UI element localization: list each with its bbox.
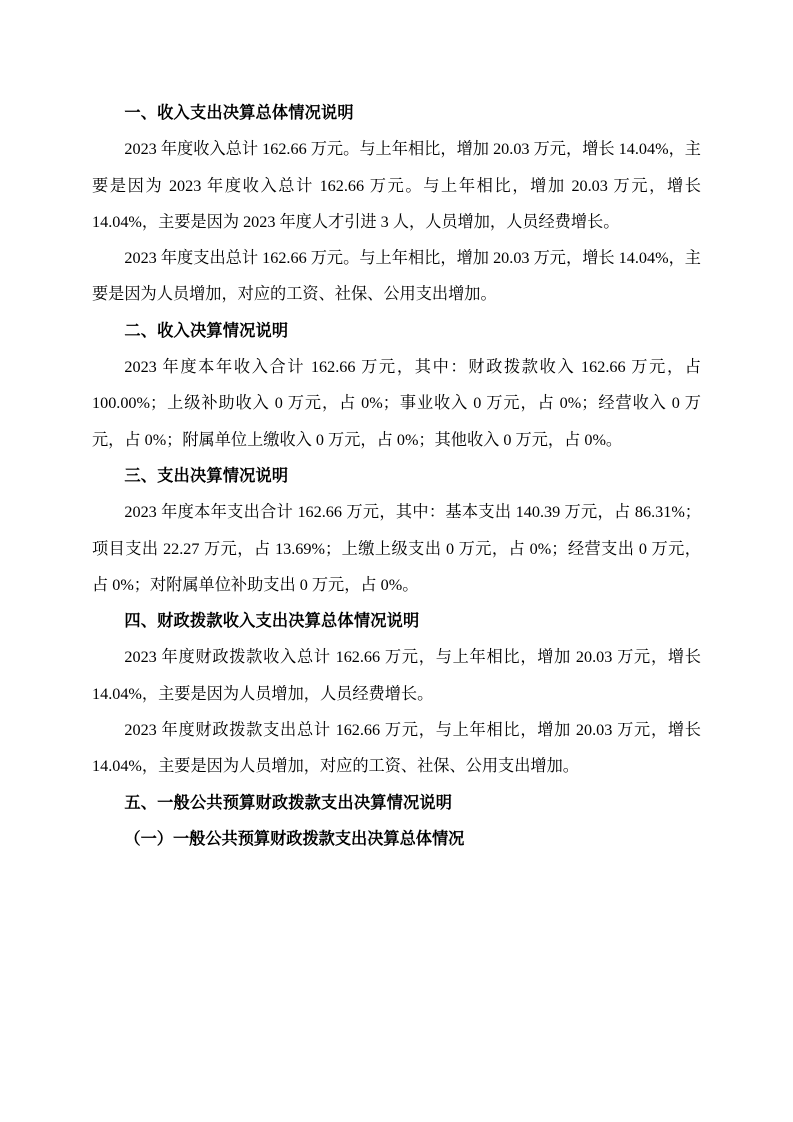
subsection-heading-5-1: （一）一般公共预算财政拨款支出决算总体情况 <box>124 829 465 848</box>
section-heading-1: 一、收入支出决算总体情况说明 <box>124 104 354 122</box>
paragraph-6: 2023 年度财政拨款支出总计 162.66 万元，与上年相比，增加 20.03 万元，增长 14.04%，主要是因为人员增加，对应的工资、社保、公用支出增加。 <box>92 721 701 776</box>
section-heading-3: 三、支出决算情况说明 <box>124 466 289 485</box>
paragraph-1: 2023 年度收入总计 162.66 万元。与上年相比，增加 20.03 万元，增长 14.04%，主要是因为 2023 年度收入总计 162.66 万元。与上年相比，增加 20.03 万元，增长 14.04%，主要是因为 2023 年度人才引进 3 人，人员增加，人员经费增长。 <box>92 140 701 231</box>
paragraph-3: 2023 年度本年收入合计 162.66 万元，其中：财政拨款收入 162.66 万元，占 100.00%；上级补助收入 0 万元，占 0%；事业收入 0 万元，占 0%；经营收入 0 万元，占 0%；附属单位上缴收入 0 万元，占 0%；其他收入 0 万元，占 0%。 <box>92 358 701 449</box>
section-heading-4: 四、财政拨款收入支出决算总体情况说明 <box>124 612 420 631</box>
paragraph-4: 2023 年度本年支出合计 162.66 万元，其中：基本支出 140.39 万元，占 86.31%；项目支出 22.27 万元，占 13.69%；上缴上级支出 0 万元，占 0%；经营支出 0 万元，占 0%；对附属单位补助支出 0 万元，占 0%。 <box>92 503 701 594</box>
paragraph-5: 2023 年度财政拨款收入总计 162.66 万元，与上年相比，增加 20.03 万元，增长 14.04%，主要是因为人员增加，人员经费增长。 <box>92 648 701 703</box>
paragraph-2: 2023 年度支出总计 162.66 万元。与上年相比，增加 20.03 万元，增长 14.04%，主要是因为人员增加，对应的工资、社保、公用支出增加。 <box>92 249 701 304</box>
section-heading-2: 二、收入决算情况说明 <box>124 321 289 340</box>
section-heading-5: 五、一般公共预算财政拨款支出决算情况说明 <box>124 793 453 812</box>
document-body <box>92 95 701 857</box>
